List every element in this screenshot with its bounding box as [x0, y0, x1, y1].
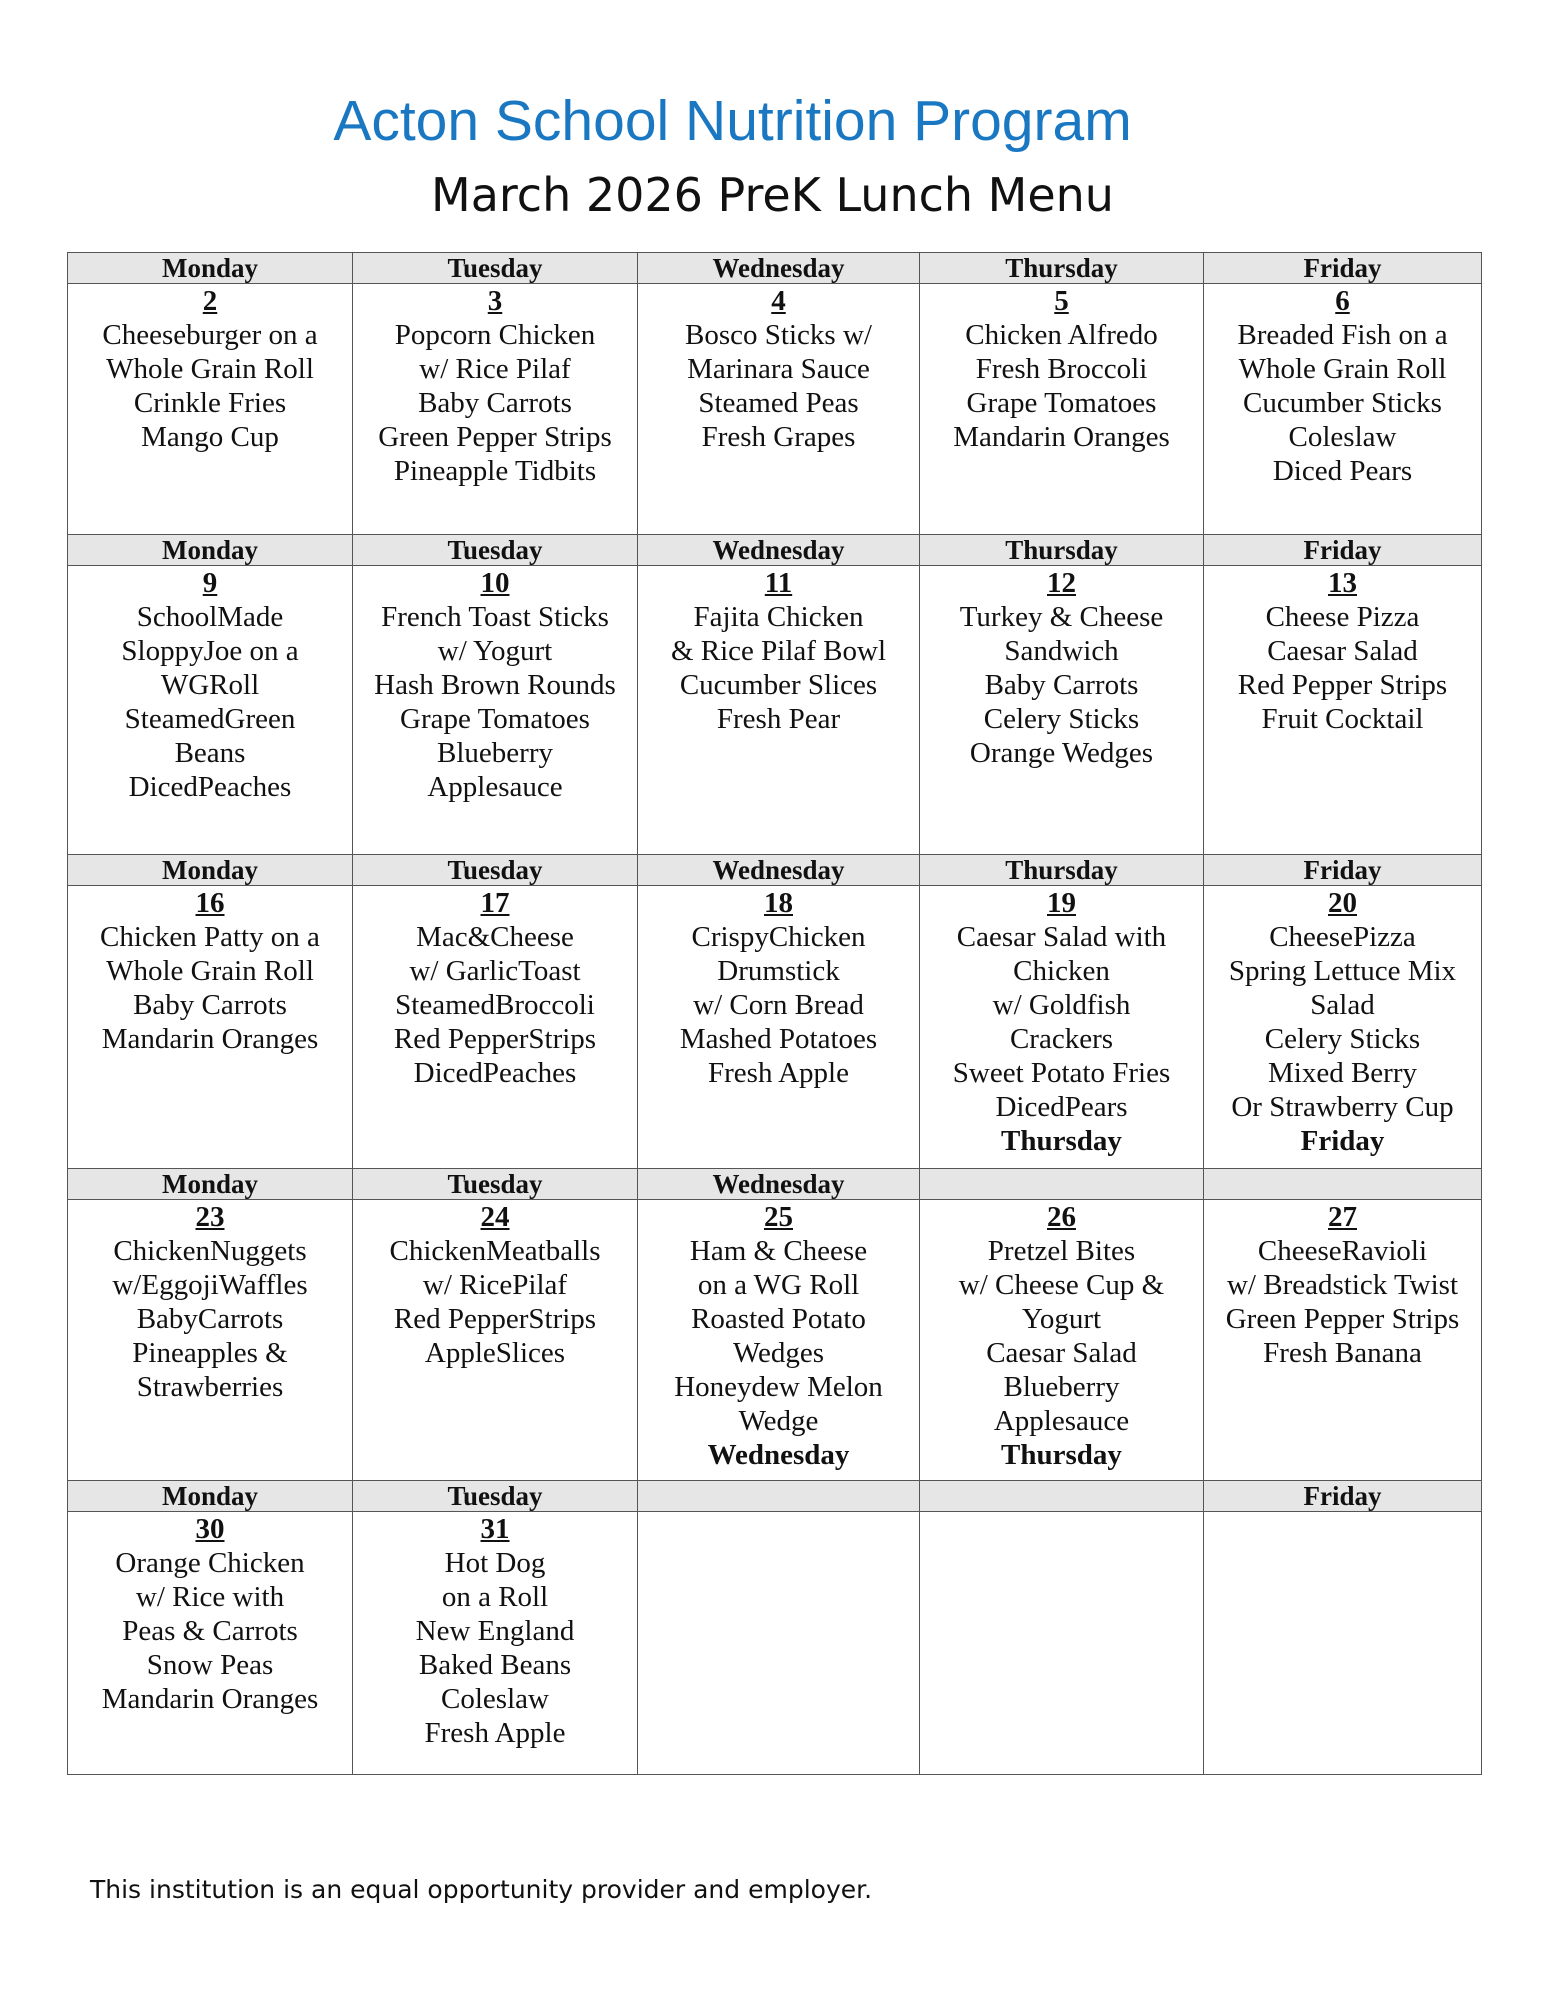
weekday-header: Wednesday [638, 1169, 920, 1200]
day-number: 12 [1047, 567, 1076, 599]
day-cell [920, 284, 1204, 535]
day-number: 2 [202, 285, 218, 317]
weekday-header: Wednesday [638, 535, 920, 566]
menu-item: Bosco Sticks w/ [685, 319, 872, 351]
weekday-header [1204, 1169, 1482, 1200]
day-cell [1204, 566, 1482, 855]
menu-item: Wedges [732, 1337, 825, 1369]
weekday-header [920, 1481, 1204, 1512]
menu-item: Chicken [1013, 955, 1110, 987]
menu-item: Marinara Sauce [687, 353, 870, 385]
menu-item: Fresh Apple [708, 1057, 849, 1089]
day-cell [353, 284, 638, 535]
menu-item: Cheeseburger on a [102, 319, 318, 351]
menu-item: Caesar Salad with [956, 921, 1167, 953]
day-cell [353, 1512, 638, 1775]
menu-item: BabyCarrots [136, 1303, 284, 1335]
day-number: 3 [487, 285, 503, 317]
menu-item: Mandarin Oranges [953, 421, 1170, 453]
weekday-header: Friday [1204, 253, 1482, 284]
weekday-header [638, 1481, 920, 1512]
menu-item: on a WG Roll [697, 1269, 860, 1301]
day-cell [1204, 284, 1482, 535]
day-number: 16 [195, 887, 225, 919]
menu-item: Crackers [1009, 1023, 1114, 1055]
day-number: 20 [1328, 887, 1357, 919]
menu-item: New England [415, 1615, 575, 1647]
menu-item: Sandwich [1004, 635, 1119, 667]
weekday-header-row [68, 253, 1482, 284]
footer-note: This institution is an equal opportunity provider and employer. [90, 1875, 873, 1904]
menu-item: Baby Carrots [984, 669, 1139, 701]
menu-item: Red PepperStrips [393, 1023, 597, 1055]
menu-item: Caesar Salad [1267, 635, 1418, 667]
menu-item: Strawberries [136, 1371, 284, 1403]
menu-item: Chicken Patty on a [100, 921, 320, 953]
weekday-header: Monday [68, 855, 353, 886]
menu-item: Fresh Pear [716, 703, 841, 735]
day-cell [353, 886, 638, 1169]
day-cell [68, 1200, 353, 1481]
day-number: 24 [480, 1201, 510, 1233]
weekday-header: Monday [68, 1169, 353, 1200]
menu-item: Turkey & Cheese [959, 601, 1164, 633]
menu-item: w/ Breadstick Twist [1226, 1269, 1459, 1301]
menu-item: Crinkle Fries [133, 387, 287, 419]
menu-item: Fajita Chicken [693, 601, 864, 633]
day-cell [920, 886, 1204, 1169]
menu-item: Chicken Alfredo [965, 319, 1158, 351]
menu-item: Mac&Cheese [416, 921, 574, 953]
day-number: 4 [771, 285, 786, 317]
menu-item: Celery Sticks [1264, 1023, 1421, 1055]
menu-item: Baked Beans [418, 1649, 572, 1681]
menu-item: Mandarin Oranges [101, 1683, 319, 1715]
weekday-header: Tuesday [353, 1481, 638, 1512]
menu-item: Red Pepper Strips [1237, 669, 1448, 701]
weekday-header-row [68, 1169, 1482, 1200]
day-number: 6 [1335, 285, 1350, 317]
day-number: 26 [1047, 1201, 1076, 1233]
day-number: 30 [195, 1513, 225, 1545]
menu-item: Whole Grain Roll [106, 353, 314, 385]
menu-item: WGRoll [160, 669, 260, 701]
menu-item: Yogurt [1021, 1303, 1102, 1335]
menu-item: Steamed Peas [698, 387, 859, 419]
menu-item: on a Roll [441, 1581, 549, 1613]
menu-item: Mango Cup [141, 421, 279, 453]
weekday-header: Tuesday [353, 535, 638, 566]
menu-item: w/ Rice with [135, 1581, 285, 1613]
day-number: 27 [1328, 1201, 1357, 1233]
menu-item: Applesauce [427, 771, 563, 803]
weekday-header: Tuesday [353, 1169, 638, 1200]
menu-item: w/ Goldfish [992, 989, 1131, 1021]
menu-item: Coleslaw [1288, 421, 1397, 453]
weekday-header: Friday [1204, 1481, 1482, 1512]
weekday-header-row [68, 855, 1482, 886]
day-number: 5 [1054, 285, 1069, 317]
week-row [68, 1200, 1482, 1481]
menu-item: CheeseRavioli [1257, 1235, 1428, 1267]
day-cell [638, 1512, 920, 1775]
menu-item: w/EggojiWaffles [112, 1269, 308, 1301]
day-cell [638, 1200, 920, 1481]
week-row [68, 284, 1482, 535]
menu-item: CrispyChicken [691, 921, 866, 953]
weekday-header [920, 1169, 1204, 1200]
menu-item: Green Pepper Strips [378, 421, 612, 453]
day-number: 31 [480, 1513, 510, 1545]
menu-item: Mashed Potatoes [679, 1023, 878, 1055]
weekday-header: Wednesday [638, 253, 920, 284]
menu-item: Snow Peas [146, 1649, 274, 1681]
day-cell [638, 284, 920, 535]
menu-title: March 2026 PreK Lunch Menu [431, 168, 1114, 222]
weekday-header: Wednesday [638, 855, 920, 886]
day-cell [68, 566, 353, 855]
menu-item: Pineapples & [132, 1337, 288, 1369]
day-number: 25 [764, 1201, 793, 1233]
menu-item: Fresh Apple [424, 1717, 566, 1749]
menu-item: Blueberry [1003, 1371, 1120, 1403]
day-number: 11 [764, 567, 793, 599]
menu-item: DicedPeaches [413, 1057, 577, 1089]
program-title: Acton School Nutrition Program [333, 89, 1132, 153]
menu-item: Fruit Cocktail [1261, 703, 1424, 735]
menu-item: Green Pepper Strips [1225, 1303, 1460, 1335]
menu-item: ChickenMeatballs [389, 1235, 601, 1267]
menu-item: & Rice Pilaf Bowl [670, 635, 887, 667]
menu-item: Baby Carrots [133, 989, 287, 1021]
menu-item: Whole Grain Roll [1238, 353, 1447, 385]
menu-item: SloppyJoe on a [121, 635, 299, 667]
stray-day-label: Thursday [1001, 1439, 1122, 1471]
menu-item: w/ Yogurt [437, 635, 553, 667]
day-number: 9 [202, 567, 218, 599]
menu-item: Applesauce [993, 1405, 1130, 1437]
day-cell [68, 886, 353, 1169]
day-cell [1204, 886, 1482, 1169]
week-row [68, 566, 1482, 855]
menu-item: Hash Brown Rounds [374, 669, 616, 701]
menu-item: Peas & Carrots [122, 1615, 298, 1647]
weekday-header: Monday [68, 253, 353, 284]
menu-item: Honeydew Melon [674, 1371, 883, 1403]
menu-item: Mixed Berry [1268, 1057, 1417, 1089]
weekday-header: Monday [68, 535, 353, 566]
menu-item: AppleSlices [424, 1337, 566, 1369]
menu-item: Cucumber Sticks [1243, 387, 1442, 419]
menu-item: Grape Tomatoes [966, 387, 1157, 419]
weekday-header: Friday [1204, 855, 1482, 886]
weekday-header: Thursday [920, 253, 1204, 284]
menu-item: Baby Carrots [418, 387, 572, 419]
menu-item: Fresh Grapes [701, 421, 856, 453]
weekday-header: Tuesday [353, 855, 638, 886]
menu-item: Diced Pears [1272, 455, 1413, 487]
day-number: 19 [1047, 887, 1076, 919]
menu-item: SteamedBroccoli [395, 989, 595, 1021]
weekday-header: Thursday [920, 855, 1204, 886]
day-number: 13 [1328, 567, 1357, 599]
menu-item: Cheese Pizza [1265, 601, 1420, 633]
menu-item: Whole Grain Roll [106, 955, 314, 987]
menu-item: Popcorn Chicken [394, 319, 596, 351]
menu-item: Drumstick [717, 955, 840, 987]
stray-day-label: Friday [1300, 1125, 1385, 1157]
menu-item: Orange Wedges [969, 737, 1154, 769]
day-number: 17 [480, 887, 510, 919]
day-cell [68, 1512, 353, 1775]
weekday-header: Tuesday [353, 253, 638, 284]
menu-item: w/ Cheese Cup & [958, 1269, 1165, 1301]
weekday-header-row [68, 1481, 1482, 1512]
day-cell [920, 566, 1204, 855]
day-cell [353, 1200, 638, 1481]
day-number: 18 [764, 887, 793, 919]
menu-item: Caesar Salad [986, 1337, 1137, 1369]
menu-item: DicedPeaches [128, 771, 292, 803]
menu-item: Fresh Broccoli [975, 353, 1148, 385]
menu-calendar [67, 252, 1482, 1775]
day-cell [920, 1512, 1204, 1775]
menu-item: DicedPears [995, 1091, 1128, 1123]
menu-item: ChickenNuggets [113, 1235, 307, 1267]
stray-day-label: Thursday [1001, 1125, 1122, 1157]
menu-item: Blueberry [437, 737, 553, 769]
menu-item: Coleslaw [441, 1683, 549, 1715]
weekday-header: Monday [68, 1481, 353, 1512]
day-cell [638, 566, 920, 855]
weekday-header: Thursday [920, 535, 1204, 566]
day-number: 10 [480, 567, 510, 599]
menu-item: Orange Chicken [115, 1547, 305, 1579]
menu-item: Celery Sticks [983, 703, 1140, 735]
day-cell [1204, 1200, 1482, 1481]
menu-item: Or Strawberry Cup [1231, 1091, 1454, 1123]
menu-item: Breaded Fish on a [1237, 319, 1448, 351]
week-row [68, 886, 1482, 1169]
menu-item: Fresh Banana [1263, 1337, 1422, 1369]
day-cell [638, 886, 920, 1169]
menu-item: Hot Dog [444, 1547, 546, 1579]
menu-item: Roasted Potato [691, 1303, 866, 1335]
menu-item: Ham & Cheese [689, 1235, 868, 1267]
menu-item: Cucumber Slices [679, 669, 878, 701]
day-cell [1204, 1512, 1482, 1775]
stray-day-label: Wednesday [707, 1439, 850, 1471]
day-cell [68, 284, 353, 535]
day-cell [353, 566, 638, 855]
menu-item: SchoolMade [136, 601, 284, 633]
menu-item: Wedge [738, 1405, 819, 1437]
menu-item: w/ Corn Bread [693, 989, 864, 1021]
weekday-header: Friday [1204, 535, 1482, 566]
menu-item: Mandarin Oranges [101, 1023, 319, 1055]
menu-item: w/ GarlicToast [409, 955, 581, 987]
menu-item: w/ Rice Pilaf [419, 353, 571, 385]
menu-item: Spring Lettuce Mix [1228, 955, 1457, 987]
week-row [68, 1512, 1482, 1775]
weekday-header-row [68, 535, 1482, 566]
menu-item: CheesePizza [1269, 921, 1416, 953]
menu-item: Grape Tomatoes [400, 703, 590, 735]
day-cell [920, 1200, 1204, 1481]
menu-item: SteamedGreen [124, 703, 296, 735]
day-number: 23 [195, 1201, 225, 1233]
menu-item: Sweet Potato Fries [952, 1057, 1171, 1089]
menu-item: Pretzel Bites [987, 1235, 1136, 1267]
menu-item: Beans [174, 737, 246, 769]
menu-item: Salad [1310, 989, 1375, 1021]
menu-item: w/ RicePilaf [422, 1269, 568, 1301]
menu-item: French Toast Sticks [381, 601, 609, 633]
menu-item: Red PepperStrips [393, 1303, 597, 1335]
menu-item: Pineapple Tidbits [393, 455, 597, 487]
